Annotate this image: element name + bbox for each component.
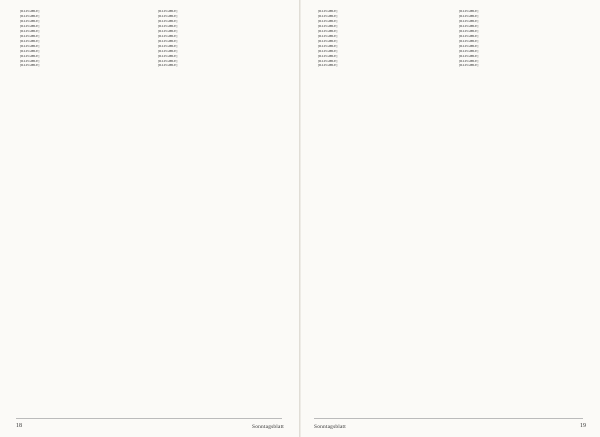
page-number: 18 [16,423,22,429]
paragraph: [ILLEGIBLE] [20,58,40,63]
paragraph: [ILLEGIBLE] [20,13,40,18]
paragraph: [ILLEGIBLE] [459,58,479,63]
paragraph: [ILLEGIBLE] [20,63,40,68]
paragraph: [ILLEGIBLE] [318,43,338,48]
paragraph: [ILLEGIBLE] [318,38,338,43]
paragraph: [ILLEGIBLE] [158,18,178,23]
paragraph: [ILLEGIBLE] [318,9,338,13]
paragraph: [ILLEGIBLE] [158,63,178,68]
paragraph: [ILLEGIBLE] [158,43,178,48]
right-page [300,0,600,437]
paragraph: [ILLEGIBLE] [318,33,338,38]
paragraph: [ILLEGIBLE] [318,53,338,58]
paragraph: [ILLEGIBLE] [158,23,178,28]
paragraph: [ILLEGIBLE] [20,23,40,28]
paragraph: [ILLEGIBLE] [158,53,178,58]
paragraph: [ILLEGIBLE] [158,9,178,13]
left-page-column-1 [16,9,144,414]
paragraph: [ILLEGIBLE] [20,53,40,58]
paragraph: [ILLEGIBLE] [459,33,479,38]
paragraph: [ILLEGIBLE] [20,33,40,38]
paragraph: [ILLEGIBLE] [318,23,338,28]
paragraph: [ILLEGIBLE] [318,58,338,63]
paragraph: [ILLEGIBLE] [318,28,338,33]
paragraph: [ILLEGIBLE] [459,48,479,53]
paragraph: [ILLEGIBLE] [459,18,479,23]
paragraph: [ILLEGIBLE] [318,63,338,68]
paragraph: [ILLEGIBLE] [158,13,178,18]
paragraph: [ILLEGIBLE] [158,38,178,43]
paragraph: [ILLEGIBLE] [20,18,40,23]
paragraph: [ILLEGIBLE] [459,63,479,68]
paragraph: [ILLEGIBLE] [20,43,40,48]
paragraph: [ILLEGIBLE] [459,13,479,18]
paragraph: [ILLEGIBLE] [158,48,178,53]
page-number: 19 [580,423,586,429]
paragraph: [ILLEGIBLE] [318,18,338,23]
footer-rule [314,418,583,419]
right-page-column-1 [314,9,442,414]
paragraph: [ILLEGIBLE] [20,48,40,53]
paragraph: [ILLEGIBLE] [20,38,40,43]
left-page-column-2 [154,9,282,414]
running-title: Sonntagsblatt [252,424,284,430]
paragraph: [ILLEGIBLE] [318,48,338,53]
paragraph: [ILLEGIBLE] [20,28,40,33]
paragraph: [ILLEGIBLE] [459,38,479,43]
paragraph: [ILLEGIBLE] [158,28,178,33]
right-page-column-2 [455,9,583,414]
paragraph: [ILLEGIBLE] [459,28,479,33]
paragraph: [ILLEGIBLE] [158,33,178,38]
paragraph: [ILLEGIBLE] [459,9,479,13]
paragraph: [ILLEGIBLE] [459,23,479,28]
paragraph: [ILLEGIBLE] [459,53,479,58]
paragraph: [ILLEGIBLE] [318,13,338,18]
running-title: Sonntagsblatt [314,424,346,430]
footer-rule [16,418,282,419]
paragraph: [ILLEGIBLE] [20,9,40,13]
paragraph: [ILLEGIBLE] [158,58,178,63]
paragraph: [ILLEGIBLE] [459,43,479,48]
